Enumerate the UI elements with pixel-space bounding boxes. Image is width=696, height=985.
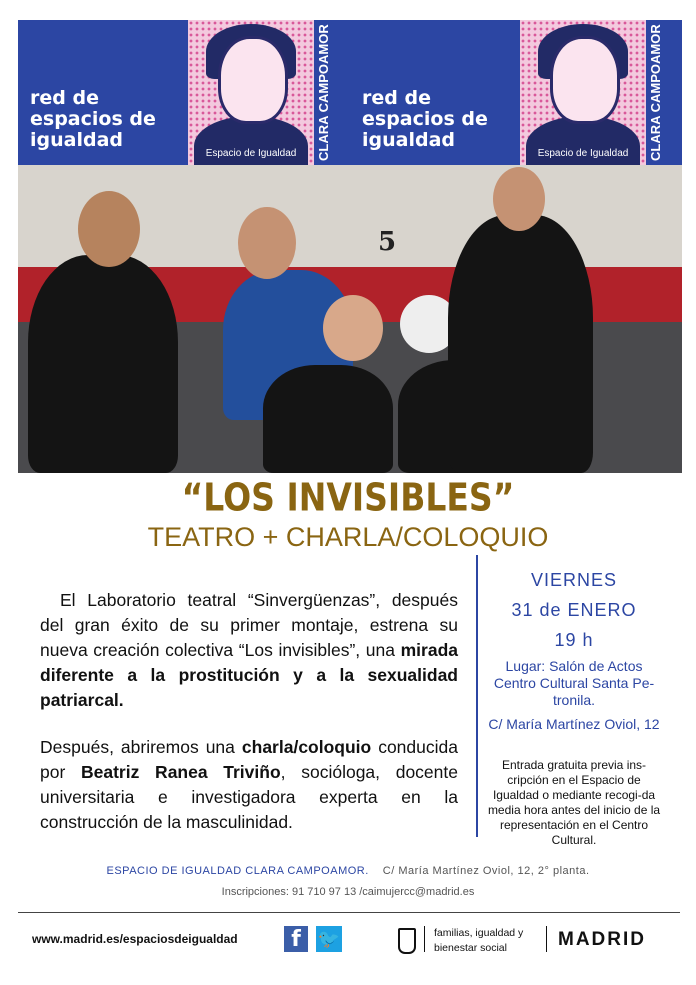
text-run-bold: mirada diferente a la prostitución y a la sexualidad patriarcal. (40, 640, 458, 710)
org-address: C/ María Martínez Oviol, 12, 2° planta. (382, 865, 590, 877)
footer-org-line (0, 865, 696, 877)
madrid-logo: MADRID (558, 929, 646, 950)
text-run-bold: Beatriz Ranea Triviño (81, 762, 281, 782)
event-day: VIERNES (530, 570, 618, 590)
description-paragraph-2 (40, 735, 458, 835)
brand-line: espacios de (30, 108, 156, 130)
text-run: , socióloga, docente universitaria e investigadora experta en la construcción de la masculinidad. (40, 762, 458, 832)
footer-divider (18, 912, 680, 913)
text-run: Después, abriremos una (40, 737, 242, 757)
vertical-name: CLARA CAMPOAMOR (648, 24, 663, 162)
banner-block-left (18, 20, 350, 165)
brand-logo (30, 88, 156, 151)
facebook-icon[interactable]: f (284, 926, 308, 952)
banner-block-right (350, 20, 682, 165)
madrid-crest-icon (398, 928, 416, 954)
divider-line (476, 555, 478, 837)
brand-line: red de (362, 87, 431, 109)
clara-campoamor-portrait (520, 20, 646, 165)
wall-number: 5 (378, 227, 397, 257)
cast-photo (18, 165, 682, 473)
brand-line: igualdad (362, 129, 455, 151)
separator (546, 926, 547, 952)
event-subtitle: TEATRO + CHARLA/COLOQUIO (147, 522, 549, 552)
event-date: 31 de ENERO (511, 600, 637, 620)
entry-note: Entrada gratuita previa ins-cripción en el Espacio de Igualdad o mediante recogi-da media hora antes del inicio de la representación en el Centro Cultural. (487, 758, 661, 847)
description-paragraph-1 (40, 588, 458, 713)
event-place: Lugar: Salón de Actos Centro Cultural Santa Pe-tronila. (493, 658, 655, 708)
event-street: C/ María Martínez Oviol, 12 (488, 716, 660, 732)
department-line: bienestar social (434, 942, 507, 954)
brand-logo (362, 88, 488, 151)
department-label (434, 926, 523, 956)
brand-line: igualdad (30, 129, 123, 151)
separator (424, 926, 425, 952)
event-time: 19 h (554, 630, 594, 650)
clara-campoamor-portrait (188, 20, 314, 165)
brand-line: espacios de (362, 108, 488, 130)
org-name: ESPACIO DE IGUALDAD CLARA CAMPOAMOR. (106, 865, 369, 877)
vertical-name: CLARA CAMPOAMOR (316, 24, 331, 162)
event-description (40, 588, 458, 857)
twitter-icon[interactable]: 🐦 (316, 926, 342, 952)
footer-contact: Inscripciones: 91 710 97 13 /caimujercc@madrid.es (221, 886, 475, 898)
espacio-label: Espacio de Igualdad (205, 148, 297, 159)
espacio-label: Espacio de Igualdad (537, 148, 629, 159)
header-banner (18, 20, 682, 165)
event-title: “LOS INVISIBLES” (181, 475, 515, 520)
text-run: El Laboratorio teatral “Sinvergüenzas”, después del gran éxito de su primer montaje, estrena su nueva creación colectiva “Los invisibles”, una (40, 590, 458, 660)
text-run: conducida por (40, 737, 458, 782)
text-run-bold: charla/coloquio (241, 737, 372, 757)
brand-line: red de (30, 87, 99, 109)
department-line: familias, igualdad y (434, 927, 524, 939)
website-link[interactable]: www.madrid.es/espaciosdeigualdad (32, 932, 238, 946)
